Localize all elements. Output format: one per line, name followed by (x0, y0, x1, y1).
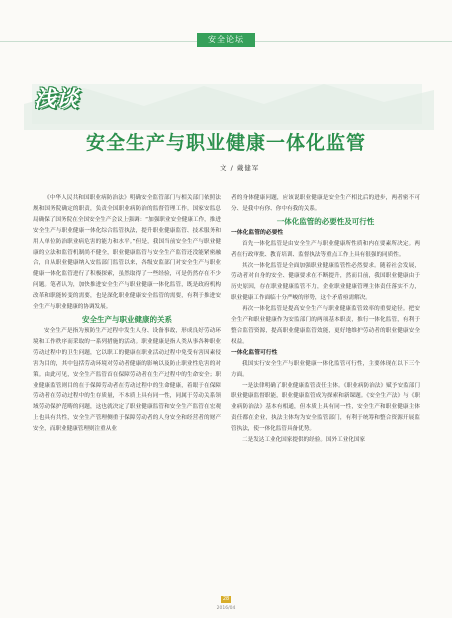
feasibility-paragraph-2: 一是法律明确了职业健康监管责任主体。《职业病防治法》赋予安监部门职业健康监督职能，职业健康监管成为探索和新课题。《安全生产法》与《职业病防治法》基本有相通，但本质上具有同一性，安全生产和职业健康主体责任都在企业，执法主体均为安全监管部门，有利于统筹和整合资源开展监管执法，使一体化监管具备优势。 (231, 382, 420, 433)
issue-label: 2016/04 (216, 606, 236, 611)
left-column (33, 193, 221, 435)
column-label: 浅谈 (34, 86, 79, 112)
section-heading-necessity: 一体化监管的必要性及可行性 (276, 216, 375, 226)
necessity-paragraph-1: 首先一体化监管是由安全生产与职业健康所性质和内在要素所决定。两者在行政审批、教育培训、监督执法等重点工作上具有很强的同质性。 (231, 240, 420, 258)
necessity-paragraph-3: 再次一体化监管是提高安全生产与职业健康监管效率的重要途径。把安全生产和职业健康作为安监部门的两项基本职责，推行一体化监管，有利于整合监管资源，提高职业健康监管效能，更好地维护劳动者的职业健康安全权益。 (231, 306, 420, 345)
intro-paragraph: 《中华人民共和国职业病防治法》明确安全监管部门与相关部门依照法规和国务院确定的职责，负责全国职业病防治的监督管理工作。国家安监总局确保了国务院在全国安全生产会议上强调：“加强职业安全健康工作，推进安全生产与职业健康一体化综合监管执法，提升职业健康监管、技术服务和用人单位防治职业病危害的能力和水平。”但是，我国当前安全生产与职业健康的立法和监管机制尚不健全，职业健康监管与安全生产监管还没能紧密融合，自从职业健康纳入安监部门监管以来，各级安监部门对安全生产与职业健康一体化监管进行了积极探索，虽然取得了一些经验，可是仍然存在不少问题。笔者认为，加快推进安全生产与职业健康一体化监管，既是政府机构改革和职能转变的需要，也是深化职业健康安全监管的需要，有利于推进安全生产与职业健康的协调发展。 (33, 195, 221, 311)
right-column (231, 193, 420, 446)
feasibility-paragraph-1: 我国实行安全生产与职业健康一体化监管可行性，主要体现在以下三个方面。 (231, 360, 420, 378)
continued-paragraph: 者的身体健康问题，应该说职业健康是安全生产相比后的进步，两者密不可分、是我中有你、你中有我的关系。 (231, 195, 420, 212)
necessity-paragraph-2: 其次一体化监管是全面加强职业健康监管性必然要求。随着社会发展，劳动者对自身的安全、健康要求在不断提升，然而目前，我国职业健康由于历史原因，存在职业健康监管不力，企业职业健康管理主体责任落实不力，职业健康工作面临十分严峻的形势，这个矛盾亟需解决。 (231, 262, 420, 302)
feasibility-paragraph-3: 二是发达工业化国家提供的经验。国外工业化国家 (242, 437, 366, 444)
relationship-paragraph: 安全生产是指为预防生产过程中发生人身、设备事故，形成良好劳动环境和工作秩序而采取的一系列措施的活动。职业健康是指人类从事各种职业劳动过程中的卫生问题，它以职工的健康在职业活动过程中免受有害因素侵害为目的，其中包括劳动环境对劳动者健康的影响以及防止职业性危害的对策。由此可见，安全生产监管首在保障劳动者在生产过程中的生命安全；职业健康监管则目的在于保障劳动者在劳动过程中的生命健康，着眼于在保障劳动者在劳动过程中的生存质量，不本质上具有同一性，同属于劳动关系领域劳动保护范畴的问题，这也就决定了职业健康监管和安全生产监管在宏观上也具有共性，安全生产管理侧重于保障劳动者的人身安全和经营者的财产安全，而职业健康管理则注重从业 (33, 327, 221, 433)
article-title: 安全生产与职业健康一体化监管 (85, 132, 366, 154)
subheading-feasibility: 一体化监管可行性 (231, 349, 278, 356)
page-number: 28 (222, 596, 230, 602)
article-byline: 文 / 戴健军 (220, 164, 260, 172)
header-decoration (24, 74, 434, 130)
section-heading-relationship: 安全生产与职业健康的关系 (82, 314, 172, 324)
subheading-necessity: 一体化监管的必要性 (231, 229, 284, 236)
section-tag: 安全论坛 (197, 33, 255, 47)
